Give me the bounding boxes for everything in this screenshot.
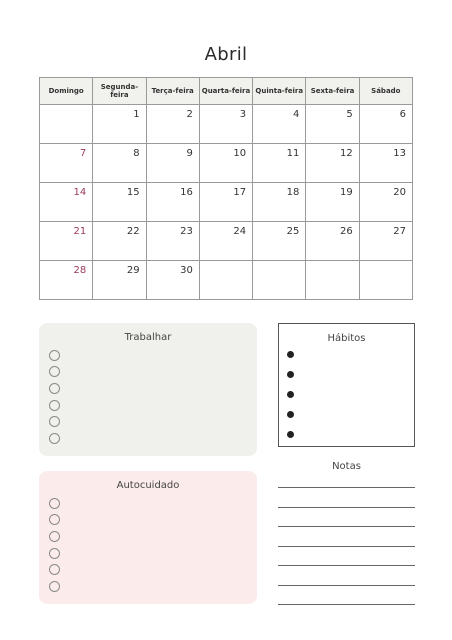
day-cell[interactable]: 18: [253, 183, 306, 222]
calendar-week-row: [40, 105, 413, 144]
day-cell[interactable]: [40, 105, 93, 144]
notes-lines: [278, 487, 415, 624]
day-cell[interactable]: 28: [40, 261, 93, 300]
habits-title: Hábitos: [327, 333, 366, 344]
checkbox-circle[interactable]: [49, 581, 60, 592]
checkbox-circle[interactable]: [49, 350, 60, 361]
day-cell[interactable]: 16: [146, 183, 199, 222]
day-cell[interactable]: 21: [40, 222, 93, 261]
day-cell[interactable]: [253, 261, 306, 300]
day-cell[interactable]: 29: [93, 261, 146, 300]
note-line: [278, 487, 415, 488]
day-cell[interactable]: 24: [199, 222, 252, 261]
bullet-dot: [287, 391, 294, 398]
note-line: [278, 526, 415, 527]
notes-title: Notas: [332, 461, 361, 472]
day-cell[interactable]: 19: [306, 183, 359, 222]
selfcare-panel-title: Autocuidado: [116, 480, 180, 491]
calendar-week-row: [40, 222, 413, 261]
day-cell[interactable]: 30: [146, 261, 199, 300]
month-calendar: [39, 77, 413, 300]
day-cell[interactable]: 5: [306, 105, 359, 144]
weekday-header-row: [40, 78, 413, 105]
day-cell[interactable]: 22: [93, 222, 146, 261]
day-cell[interactable]: [359, 261, 412, 300]
note-line: [278, 585, 415, 586]
calendar-week-row: [40, 183, 413, 222]
day-cell[interactable]: 13: [359, 144, 412, 183]
checkbox-circle[interactable]: [49, 433, 60, 444]
day-cell[interactable]: 15: [93, 183, 146, 222]
weekday-header: Quarta-feira: [199, 78, 252, 105]
day-cell[interactable]: 7: [40, 144, 93, 183]
weekday-header: Domingo: [40, 78, 93, 105]
day-cell[interactable]: 23: [146, 222, 199, 261]
checkbox-circle[interactable]: [49, 531, 60, 542]
day-cell[interactable]: 2: [146, 105, 199, 144]
day-cell[interactable]: 17: [199, 183, 252, 222]
work-checklist: [49, 344, 60, 444]
weekday-header: Sexta-feira: [306, 78, 359, 105]
day-cell[interactable]: 25: [253, 222, 306, 261]
checkbox-circle[interactable]: [49, 366, 60, 377]
work-checklist-panel: [39, 323, 257, 456]
day-cell[interactable]: 11: [253, 144, 306, 183]
day-cell[interactable]: 6: [359, 105, 412, 144]
day-cell[interactable]: 12: [306, 144, 359, 183]
note-line: [278, 546, 415, 547]
day-cell[interactable]: [306, 261, 359, 300]
day-cell[interactable]: 9: [146, 144, 199, 183]
note-line: [278, 604, 415, 605]
calendar-week-row: [40, 144, 413, 183]
page-title: Abril: [204, 44, 248, 65]
checkbox-circle[interactable]: [49, 498, 60, 509]
bullet-dot: [287, 431, 294, 438]
day-cell[interactable]: 8: [93, 144, 146, 183]
day-cell[interactable]: [199, 261, 252, 300]
selfcare-checklist: [49, 492, 60, 592]
bullet-dot: [287, 411, 294, 418]
checkbox-circle[interactable]: [49, 514, 60, 525]
day-cell[interactable]: 10: [199, 144, 252, 183]
work-panel-title: Trabalhar: [124, 332, 172, 343]
weekday-header: Quinta-feira: [253, 78, 306, 105]
checkbox-circle[interactable]: [49, 548, 60, 559]
habits-box: [278, 323, 415, 447]
day-cell[interactable]: 20: [359, 183, 412, 222]
weekday-header: Segunda-feira: [93, 78, 146, 105]
weekday-header: Terça-feira: [146, 78, 199, 105]
note-line: [278, 565, 415, 566]
selfcare-checklist-panel: [39, 471, 257, 604]
day-cell[interactable]: 26: [306, 222, 359, 261]
checkbox-circle[interactable]: [49, 400, 60, 411]
day-cell[interactable]: 4: [253, 105, 306, 144]
note-line: [278, 507, 415, 508]
day-cell[interactable]: 27: [359, 222, 412, 261]
habits-list: [287, 351, 294, 451]
bullet-dot: [287, 351, 294, 358]
day-cell[interactable]: 1: [93, 105, 146, 144]
checkbox-circle[interactable]: [49, 564, 60, 575]
checkbox-circle[interactable]: [49, 416, 60, 427]
checkbox-circle[interactable]: [49, 383, 60, 394]
bullet-dot: [287, 371, 294, 378]
calendar-week-row: [40, 261, 413, 300]
day-cell[interactable]: 3: [199, 105, 252, 144]
day-cell[interactable]: 14: [40, 183, 93, 222]
weekday-header: Sábado: [359, 78, 412, 105]
